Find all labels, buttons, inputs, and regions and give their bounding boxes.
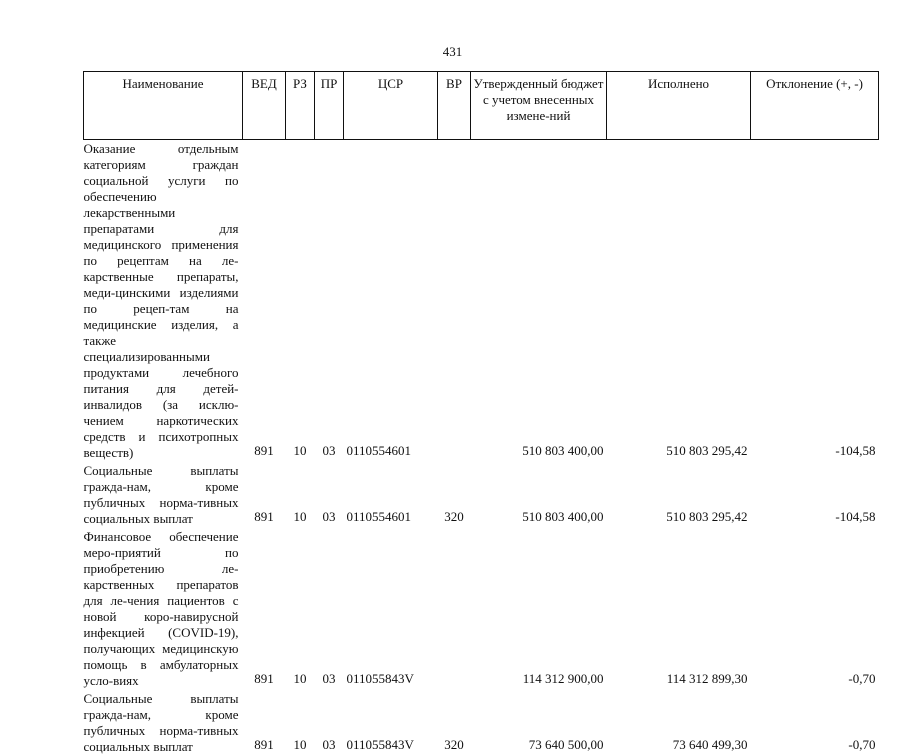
row-pr: 03 [322,671,336,686]
row-deviation: -104,58 [835,443,876,458]
row-executed: 510 803 295,42 [666,443,748,458]
row-vr [438,528,471,690]
table-row [84,462,879,528]
row-vr: 320 [444,737,464,752]
header-csr: ЦСР [344,72,438,140]
table-row [84,140,879,463]
row-pr: 03 [322,737,336,752]
row-name: Оказание отдельным категориям граждан социальной услуги по обеспечению лекарственными препаратами для медицинского применения по рецептам на ле-карственные препараты, меди-цинскими изделиями по рецеп-там на медицинские изделия, а также специализированными продуктами лечебного питания для детей-инвалидов (за исклю-чением наркотических средств и психотропных веществ) [83,141,239,460]
row-ved: 891 [254,671,274,686]
table-header-row [84,72,879,140]
row-deviation: -104,58 [835,509,876,524]
row-csr: 0110554601 [346,509,412,524]
table-row [84,690,879,756]
row-rz: 10 [293,671,307,686]
row-executed: 73 640 499,30 [672,737,748,752]
header-pr: ПР [315,72,344,140]
header-name: Наименование [84,72,243,140]
row-ved: 891 [254,443,274,458]
row-deviation: -0,70 [848,737,876,752]
row-executed: 114 312 899,30 [666,671,748,686]
header-ved: ВЕД [243,72,286,140]
row-rz: 10 [293,737,307,752]
row-rz: 10 [293,509,307,524]
row-vr: 320 [444,509,464,524]
row-csr: 011055843V [346,737,414,752]
row-vr [438,140,471,463]
row-rz: 10 [293,443,307,458]
page-number: 431 [442,44,463,59]
row-csr: 011055843V [346,671,414,686]
row-name: Социальные выплаты гражда-нам, кроме публичных норма-тивных социальных выплат [83,691,239,754]
row-deviation: -0,70 [848,671,876,686]
row-csr: 0110554601 [346,443,412,458]
row-ved: 891 [254,737,274,752]
row-pr: 03 [322,509,336,524]
header-vr: ВР [438,72,471,140]
header-executed: Исполнено [607,72,751,140]
row-ved: 891 [254,509,274,524]
header-budget: Утвержденный бюджет с учетом внесенных измене-ний [471,72,607,140]
row-executed: 510 803 295,42 [666,509,748,524]
row-pr: 03 [322,443,336,458]
row-name: Финансовое обеспечение меро-приятий по приобретению ле-карственных препаратов для ле-чения пациентов с новой коро-навирусной инфекцией (COVID-19), получающих медицинскую помощь в амбулаторных усло-виях [83,529,239,688]
row-budget: 114 312 900,00 [522,671,604,686]
table-row [84,528,879,690]
header-deviation: Отклонение (+, -) [751,72,879,140]
budget-table [83,71,879,756]
row-budget: 73 640 500,00 [528,737,604,752]
header-rz: РЗ [286,72,315,140]
row-name: Социальные выплаты гражда-нам, кроме публичных норма-тивных социальных выплат [83,463,239,526]
row-budget: 510 803 400,00 [522,509,604,524]
row-budget: 510 803 400,00 [522,443,604,458]
